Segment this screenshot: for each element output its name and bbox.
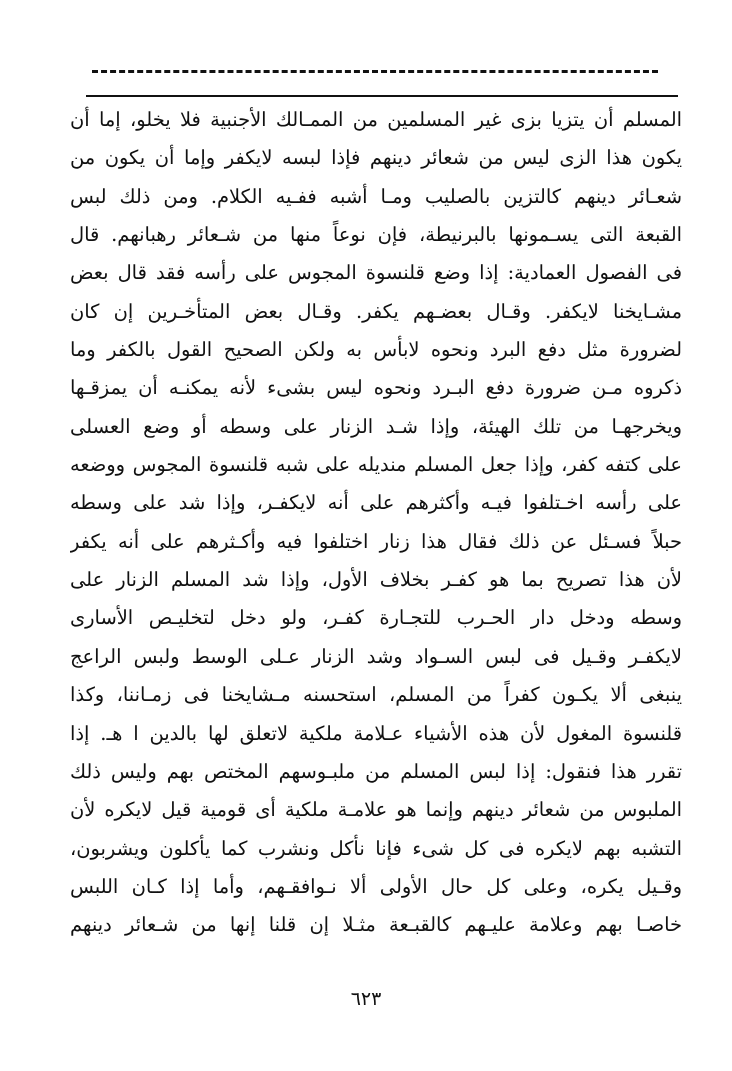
text-line-14: وسطه ودخل دار الحـرب للتجـارة كفـر، ولو دخل لتخليـص الأسارى [70, 606, 682, 630]
text-line-12: حبلاً فسـئل عن ذلك فقال هذا زنار اختلفوا فيه وأكـثرهم على أنه يكفر [70, 529, 682, 553]
body-text [70, 101, 682, 945]
text-line-3: شعـائر دينهم كالتزين بالصليب ومـا أشبه ففـيه الكلام. ومن ذلك لبس [70, 184, 682, 208]
text-line-7: لضرورة مثل دفع البرد ونحوه لابأس به ولكن الصحيح القول بالكفر وما [70, 338, 682, 362]
text-line-9: ويخرجهـا من تلك الهيئة، وإذا شـد الزنار على وسطه أو وضع العسلى [70, 414, 682, 438]
text-line-2: يكون هذا الزى ليس من شعائر دينهم فإذا لبسه لايكفر وإما أن يكون من [70, 146, 682, 170]
text-line-1: المسلم أن يتزيا بزى غير المسلمين من الممـالك الأجنبية فلا يخلو، إما أن [70, 108, 682, 131]
text-line-21: وقـيل يكره، وعلى كل حال الأولى ألا نـوافقـهم، وأما إذا كـان اللبس [70, 874, 682, 898]
text-line-22: خاصـا بهم وعلامة عليـهم كالقبـعة مثـلا إن قلنا إنها من شـعائر دينهم [70, 913, 682, 937]
text-line-5: فى الفصول العمادية: إذا وضع قلنسوة المجوس على رأسه فقد قال بعض [70, 261, 682, 285]
text-line-6: مشـايخنا لايكفر. وقـال بعضـهم يكفر. وقـال بعض المتأخـرين إن كان [70, 299, 682, 323]
text-line-20: التشبه بهم لايكره فى كل شىء فإنا نأكل ونشرب كما يأكلون ويشربون، [70, 836, 682, 860]
text-line-10: على كتفه كفر، وإذا جعل المسلم منديله على شبه قلنسوة المجوس ووضعه [70, 453, 682, 477]
dashed-header-rule [92, 70, 658, 73]
text-line-18: تقرر هذا فنقول: إذا لبس المسلم من ملبـوسهم المختص بهم وليس ذلك [70, 759, 682, 783]
text-line-11: على رأسه اخـتلفوا فيـه وأكثرهم على أنه لايكفـر، وإذا شد على وسطه [70, 491, 682, 515]
text-line-19: الملبوس من شعائر دينهم وإنما هو علامـة ملكية أى قومية قيل لايكره لأن [70, 798, 682, 822]
page-number: ٦٢٣ [350, 988, 382, 1010]
solid-header-rule [86, 95, 678, 97]
text-line-8: ذكروه مـن ضرورة دفع البـرد ونحوه ليس بشىء لأنه يمكنـه أن يمزقـها [70, 376, 682, 400]
text-line-13: لأن هذا تصريح بما هو كفـر بخلاف الأول، وإذا شد المسلم الزنار على [70, 568, 682, 592]
text-line-16: ينبغى ألا يكـون كفراً من المسلم، استحسنه مـشايخنا فى زمـاننا، وكذا [70, 683, 682, 707]
text-line-17: قلنسوة المغول لأن هذه الأشياء عـلامة ملكية لاتعلق لها بالدين ا هـ. إذا [70, 721, 682, 745]
text-line-15: لايكفـر وقـيل فى لبس السـواد وشد الزنار عـلى الوسط ولبس الراعج [70, 644, 682, 668]
text-line-4: القبعة التى يسـمونها بالبرنيطة، فإن نوعاً منها من شـعائر رهبانهم. قال [70, 223, 682, 247]
